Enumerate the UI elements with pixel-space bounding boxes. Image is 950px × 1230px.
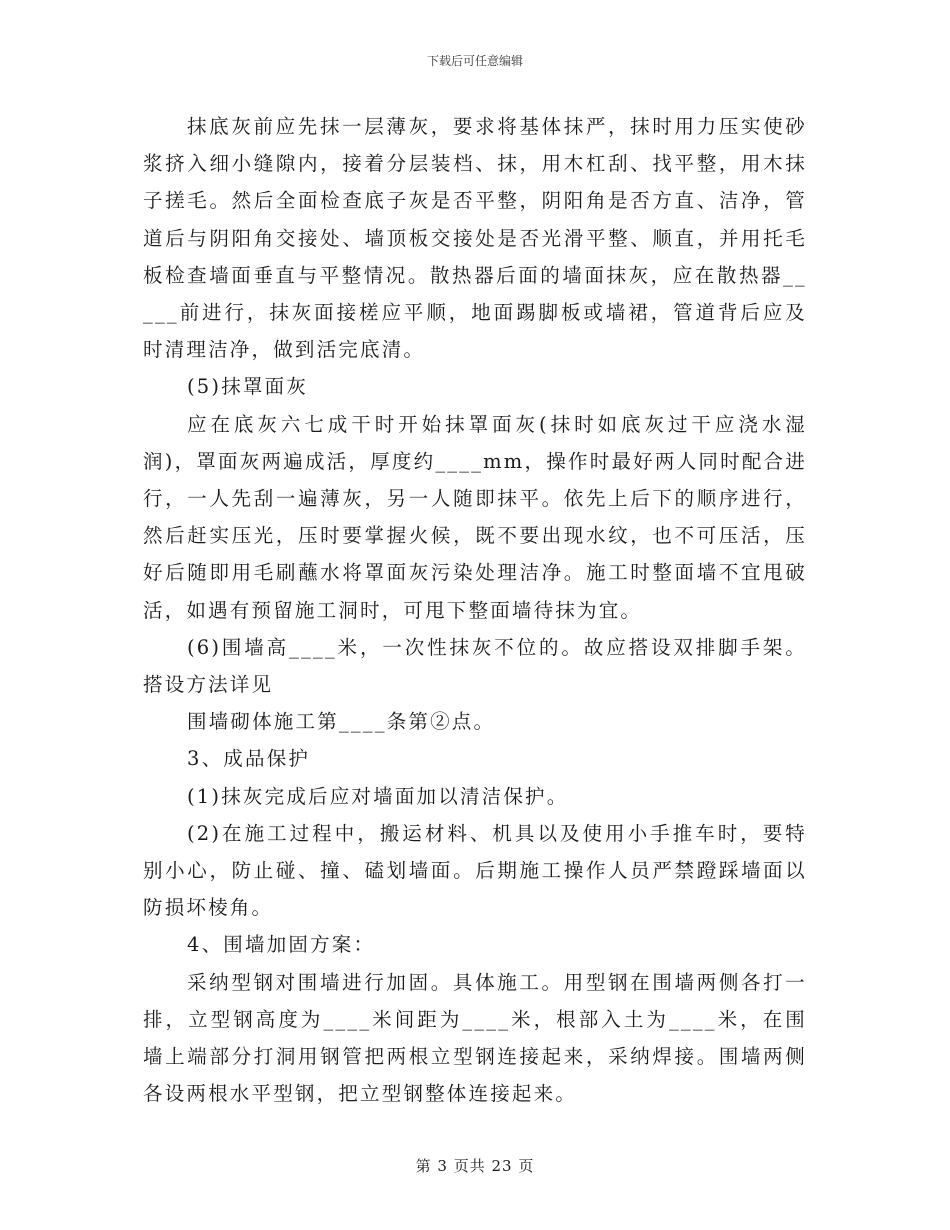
paragraph-finish-coat: 应在底灰六七成干时开始抹罩面灰(抹时如底灰过干应浇水湿润)，罩面灰两遍成活，厚度约____mm，操作时最好两人同时配合进行，一人先刮一遍薄灰，另一人随即抹平。依先上后下的顺序进行，然后赶实压光，压时要掌握火候，既不要出现水纹，也不可压活，压好后随即用毛刷蘸水将罩面灰污染处理洁净。施工时整面墙不宜甩破活，如遇有预留施工洞时，可甩下整面墙待抹为宜。 bbox=[143, 412, 807, 622]
document-body bbox=[143, 108, 807, 1112]
page-number: 第 3 页共 23 页 bbox=[415, 1157, 535, 1175]
paragraph-protection-1: (1)抹灰完成后应对墙面加以清洁保护。 bbox=[187, 784, 569, 808]
heading-reinforcement-plan: 4、围墙加固方案： bbox=[187, 933, 376, 957]
heading-finish-coat: (5)抹罩面灰 bbox=[187, 375, 309, 399]
page-header: 下载后可任意编辑 bbox=[426, 54, 523, 68]
paragraph-base-coat: 抹底灰前应先抹一层薄灰，要求将基体抹严，抹时用力压实使砂浆挤入细小缝隙内，接着分层装档、抹，用木杠刮、找平整，用木抹子搓毛。然后全面检查底子灰是否平整，阴阳角是否方直、洁净，管道后与阴阳角交接处、墙顶板交接处是否光滑平整、顺直，并用托毛板检查墙面垂直与平整情况。散热器后面的墙面抹灰，应在散热器_____前进行，抹灰面接槎应平顺，地面踢脚板或墙裙，管道背后应及时清理洁净，做到活完底清。 bbox=[143, 115, 807, 362]
paragraph-reinforcement: 采纳型钢对围墙进行加固。具体施工。用型钢在围墙两侧各打一排，立型钢高度为____米间距为____米，根部入土为____米，在围墙上端部分打洞用钢管把两根立型钢连接起来，采纳焊接。围墙两侧各设两根水平型钢，把立型钢整体连接起来。 bbox=[143, 970, 807, 1106]
paragraph-masonry-reference: 围墙砌体施工第____条第②点。 bbox=[187, 710, 496, 734]
paragraph-protection-2: (2)在施工过程中，搬运材料、机具以及使用小手推车时，要特别小心，防止碰、撞、磕划墙面。后期施工操作人员严禁蹬踩墙面以防损坏棱角。 bbox=[143, 821, 807, 920]
heading-product-protection: 3、成品保护 bbox=[187, 747, 311, 771]
paragraph-wall-height: (6)围墙高____米，一次性抹灰不位的。故应搭设双排脚手架。搭设方法详见 bbox=[143, 635, 807, 697]
